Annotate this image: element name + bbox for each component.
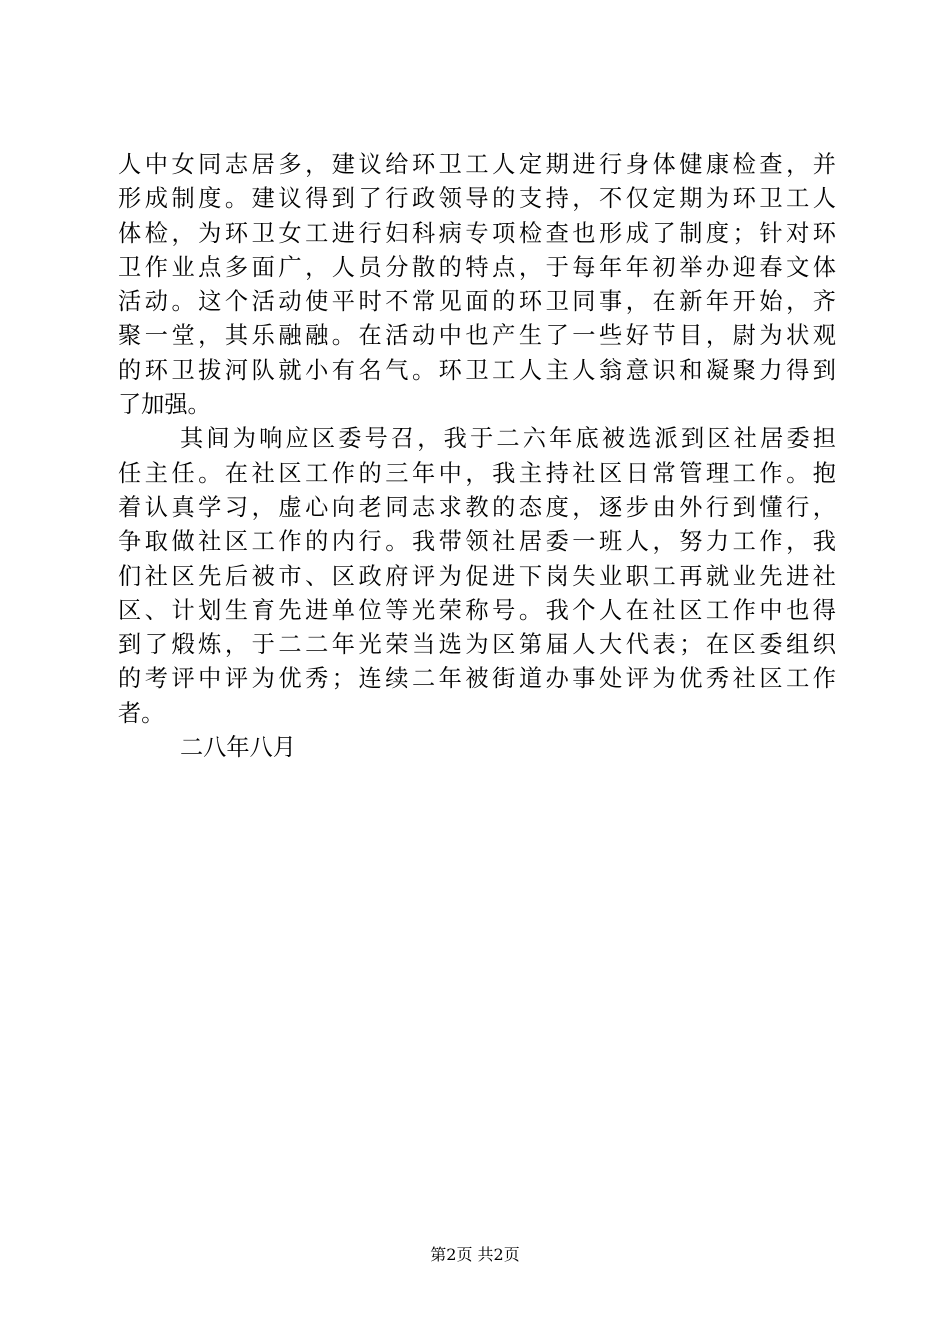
paragraph-2-line: 任主任。在社区工作的三年中，我主持社区日常管理工作。抱 (118, 459, 836, 487)
paragraph-1-last-line: 了加强。 (118, 391, 211, 419)
paragraph-1-line: 的环卫拔河队就小有名气。环卫工人主人翁意识和凝聚力得到 (118, 356, 836, 384)
paragraph-1-line: 聚一堂，其乐融融。在活动中也产生了一些好节目，尉为状观 (118, 322, 836, 350)
paragraph-2-line: 争取做社区工作的内行。我带领社居委一班人，努力工作，我 (118, 528, 836, 556)
paragraph-1-line: 卫作业点多面广，人员分散的特点，于每年年初举办迎春文体 (118, 253, 836, 281)
paragraph-2-line: 们社区先后被市、区政府评为促进下岗失业职工再就业先进社 (118, 562, 836, 590)
paragraph-2-line: 区、计划生育先进单位等光荣称号。我个人在社区工作中也得 (118, 596, 836, 624)
date-line: 二八年八月 (180, 734, 296, 762)
document-body (118, 148, 836, 765)
page-number-footer: 第2页 共2页 (430, 1245, 520, 1264)
paragraph-2-line: 的考评中评为优秀；连续二年被街道办事处评为优秀社区工作 (118, 665, 836, 693)
paragraph-1-line: 体检，为环卫女工进行妇科病专项检查也形成了制度；针对环 (118, 219, 836, 247)
paragraph-1-line: 活动。这个活动使平时不常见面的环卫同事，在新年开始，齐 (118, 288, 836, 316)
paragraph-1-line: 形成制度。建议得到了行政领导的支持，不仅定期为环卫工人 (118, 185, 836, 213)
paragraph-2-line: 到了煅炼，于二二年光荣当选为区第届人大代表；在区委组织 (118, 631, 836, 659)
paragraph-1-line: 人中女同志居多，建议给环卫工人定期进行身体健康检查，并 (118, 151, 836, 178)
paragraph-2-line: 着认真学习，虚心向老同志求教的态度，逐步由外行到懂行， (118, 493, 836, 521)
paragraph-2-first-line: 其间为响应区委号召，我于二六年底被选派到区社居委担 (180, 425, 836, 453)
paragraph-2-last-line: 者。 (118, 699, 165, 727)
